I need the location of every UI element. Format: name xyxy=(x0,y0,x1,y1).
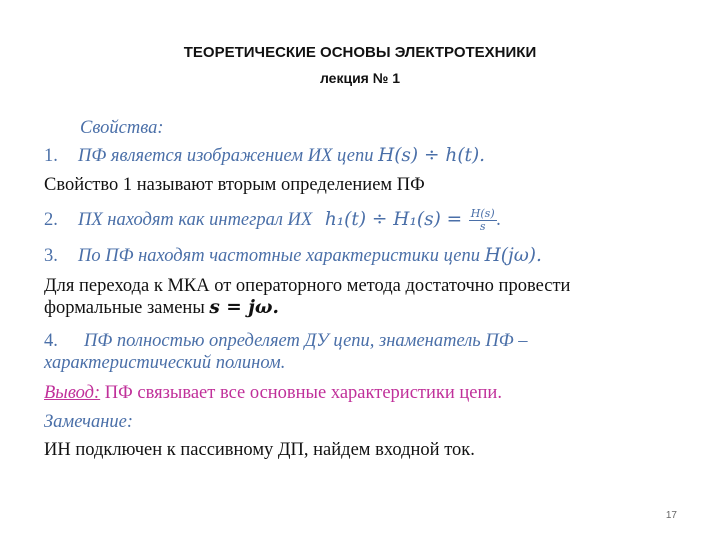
property-item-4-cont: характеристический полином. xyxy=(44,353,286,373)
transition-line-1: Для перехода к МКА от операторного метода достаточно провести xyxy=(44,276,571,296)
fraction xyxy=(469,208,497,233)
item-number: 1. xyxy=(44,146,58,166)
formula: H(jω). xyxy=(484,245,542,266)
fraction-denominator: s xyxy=(479,220,486,233)
property-item-4 xyxy=(44,330,527,352)
properties-heading: Свойства: xyxy=(80,118,164,138)
property-item-2 xyxy=(44,208,501,233)
item-text: ПФ полностью определяет ДУ цепи, знаменатель ПФ – xyxy=(84,331,528,351)
formula-tail: . xyxy=(496,209,502,230)
slide-title: ТЕОРЕТИЧЕСКИЕ ОСНОВЫ ЭЛЕКТРОТЕХНИКИ xyxy=(183,44,537,61)
transition-text: формальные замены xyxy=(44,298,205,318)
item-text: ПХ находят как интеграл ИХ xyxy=(78,209,313,230)
fraction-numerator: H(s) xyxy=(470,207,495,220)
remark-text: ИН подключен к пассивному ДП, найдем входной ток. xyxy=(44,440,475,460)
transition-line-2 xyxy=(44,297,279,319)
page-number: 17 xyxy=(665,510,677,521)
formula: s = jω. xyxy=(209,297,279,318)
item-text: ПФ является изображением ИХ цепи xyxy=(78,146,374,166)
item-number: 2. xyxy=(44,209,58,230)
item-number: 3. xyxy=(44,246,58,266)
conclusion-label: Вывод: xyxy=(44,383,101,403)
item-text: По ПФ находят частотные характеристики цепи xyxy=(78,246,480,266)
remark-heading: Замечание: xyxy=(44,412,134,432)
slide-subtitle: лекция № 1 xyxy=(319,70,401,86)
conclusion-text: ПФ связывает все основные характеристики цепи. xyxy=(104,383,502,403)
property-item-3 xyxy=(44,245,542,267)
formula: h₁(t) ÷ H₁(s) = xyxy=(324,208,463,230)
property-item-1 xyxy=(44,145,485,167)
conclusion xyxy=(44,382,502,404)
formula: H(s) ÷ h(t). xyxy=(378,145,486,166)
note-definition: Свойство 1 называют вторым определением ПФ xyxy=(44,175,425,195)
item-number: 4. xyxy=(44,331,58,351)
